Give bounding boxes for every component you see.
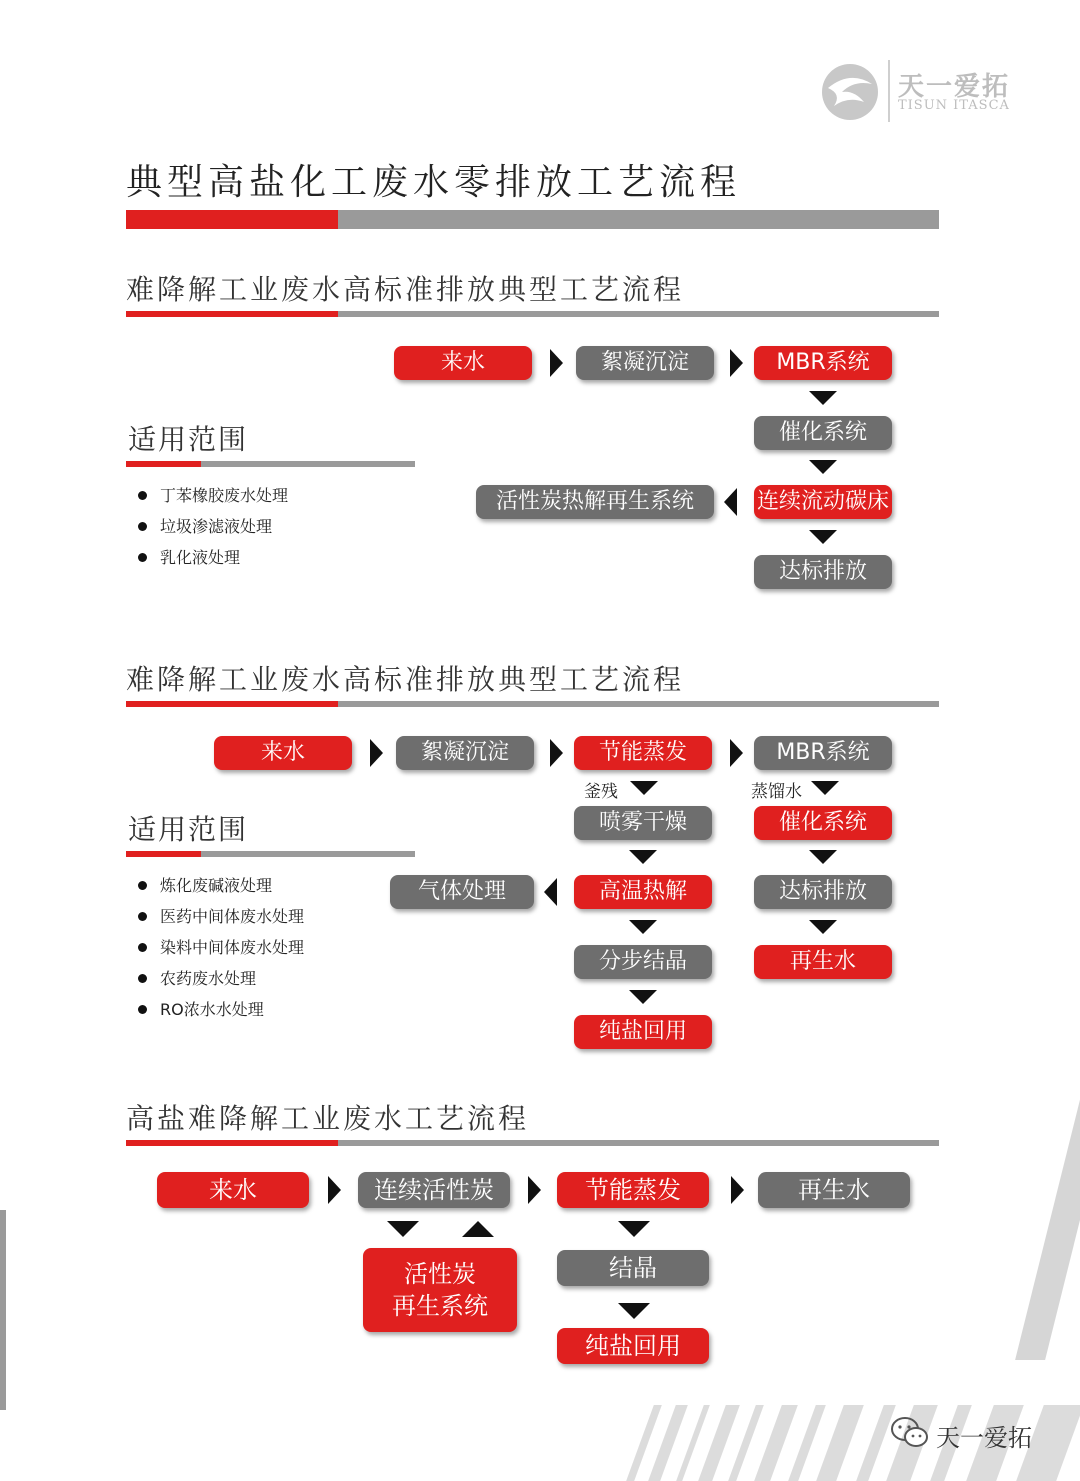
list-item: 乳化液处理 — [138, 548, 288, 579]
list-item: 医药中间体废水处理 — [138, 907, 304, 938]
section-1-title: 难降解工业废水高标准排放典型工艺流程 — [126, 273, 685, 306]
stripe — [1015, 1080, 1080, 1360]
logo-divider — [888, 60, 890, 122]
arrow-right-icon — [370, 739, 383, 767]
s3-node-crystallization: 结晶 — [557, 1250, 709, 1286]
arrow-down-icon — [618, 1221, 650, 1237]
s3-carbon-regen-line-2: 再生系统 — [392, 1292, 488, 1320]
s2-node-flocculation: 絮凝沉淀 — [396, 736, 534, 770]
arrow-down-icon — [809, 460, 837, 474]
title-rule-gray — [338, 210, 939, 229]
section-1-rule-red — [126, 311, 338, 317]
brand-logo — [820, 60, 1020, 126]
s2-node-salt-reuse: 纯盐回用 — [574, 1015, 712, 1049]
section-3-title: 高盐难降解工业废水工艺流程 — [126, 1102, 530, 1135]
arrow-up-icon — [462, 1221, 494, 1237]
s2-label-residue: 釜残 — [584, 782, 618, 802]
s1-node-flocculation: 絮凝沉淀 — [576, 346, 714, 380]
section-2-rule-red — [126, 701, 338, 707]
page-title: 典型高盐化工废水零排放工艺流程 — [126, 162, 742, 203]
list-item: RO浓水水处理 — [138, 1000, 304, 1031]
arrow-right-icon — [730, 739, 743, 767]
arrow-down-icon — [387, 1221, 419, 1237]
arrow-down-icon — [629, 990, 657, 1004]
scope-2-rule-red — [126, 851, 201, 857]
s1-node-catalysis: 催化系统 — [754, 416, 892, 450]
wechat-icon — [890, 1416, 930, 1450]
s3-node-activated-carbon: 连续活性炭 — [358, 1172, 510, 1208]
s3-node-carbon-regen-system — [363, 1248, 517, 1332]
section-1-scope-list — [138, 486, 288, 579]
s3-node-reclaimed-water: 再生水 — [758, 1172, 910, 1208]
arrow-down-icon — [809, 391, 837, 405]
section-2-title: 难降解工业废水高标准排放典型工艺流程 — [126, 663, 685, 696]
brand-name-en: TISUN ITASCA — [898, 98, 1010, 113]
s2-node-pyrolysis: 高温热解 — [574, 875, 712, 909]
brand-name-cn: 天一爱拓 — [898, 72, 1011, 102]
s2-node-reclaimed-water: 再生水 — [754, 945, 892, 979]
stripe — [816, 1405, 864, 1481]
section-2-scope-list — [138, 876, 304, 1031]
s1-node-mbr: MBR系统 — [754, 346, 892, 380]
s3-carbon-regen-line-1: 活性炭 — [404, 1260, 476, 1288]
s1-node-carbon-regen: 活性炭热解再生系统 — [476, 485, 714, 519]
section-1-scope-title: 适用范围 — [128, 423, 249, 456]
arrow-down-icon — [809, 530, 837, 544]
list-item: 垃圾渗滤液处理 — [138, 517, 288, 548]
list-item: 丁苯橡胶废水处理 — [138, 486, 288, 517]
s2-node-inflow: 来水 — [214, 736, 352, 770]
arrow-left-icon — [544, 878, 557, 906]
watermark-text: 天一爱拓 — [936, 1424, 1032, 1452]
section-3-rule-red — [126, 1140, 338, 1146]
s2-label-distilled: 蒸馏水 — [751, 782, 802, 802]
s3-node-inflow: 来水 — [157, 1172, 309, 1208]
arrow-down-icon — [811, 781, 839, 795]
s2-node-catalysis: 催化系统 — [754, 806, 892, 840]
s2-node-evaporation: 节能蒸发 — [574, 736, 712, 770]
section-3-rule-gray — [338, 1140, 939, 1146]
section-1-rule-gray — [338, 311, 939, 317]
arrow-right-icon — [550, 739, 563, 767]
s1-node-inflow: 来水 — [394, 346, 532, 380]
arrow-down-icon — [629, 920, 657, 934]
scope-2-rule-gray — [201, 851, 415, 857]
arrow-right-icon — [731, 1176, 744, 1204]
s2-node-discharge: 达标排放 — [754, 875, 892, 909]
arrow-down-icon — [809, 850, 837, 864]
brand-logo-icon — [820, 62, 880, 122]
section-2-scope-title: 适用范围 — [128, 813, 249, 846]
s2-node-spray-dry: 喷雾干燥 — [574, 806, 712, 840]
arrow-left-icon — [724, 488, 737, 516]
left-edge-mark — [0, 1210, 6, 1410]
arrow-right-icon — [730, 349, 743, 377]
arrow-right-icon — [550, 349, 563, 377]
list-item: 炼化废碱液处理 — [138, 876, 304, 907]
section-2-rule-gray — [338, 701, 939, 707]
arrow-down-icon — [618, 1303, 650, 1319]
arrow-right-icon — [528, 1176, 541, 1204]
arrow-down-icon — [629, 850, 657, 864]
s1-node-discharge: 达标排放 — [754, 555, 892, 589]
list-item: 农药废水处理 — [138, 969, 304, 1000]
scope-1-rule-gray — [201, 461, 415, 467]
s1-node-carbon-bed: 连续流动碳床 — [754, 485, 892, 519]
s2-node-gas: 气体处理 — [390, 875, 534, 909]
arrow-right-icon — [328, 1176, 341, 1204]
list-item: 染料中间体废水处理 — [138, 938, 304, 969]
arrow-down-icon — [630, 781, 658, 795]
s2-node-mbr: MBR系统 — [754, 736, 892, 770]
scope-1-rule-red — [126, 461, 201, 467]
title-rule-red — [126, 210, 338, 229]
s3-node-salt-reuse: 纯盐回用 — [557, 1328, 709, 1364]
arrow-down-icon — [809, 920, 837, 934]
s3-node-evaporation: 节能蒸发 — [557, 1172, 709, 1208]
s2-node-crystallization: 分步结晶 — [574, 945, 712, 979]
